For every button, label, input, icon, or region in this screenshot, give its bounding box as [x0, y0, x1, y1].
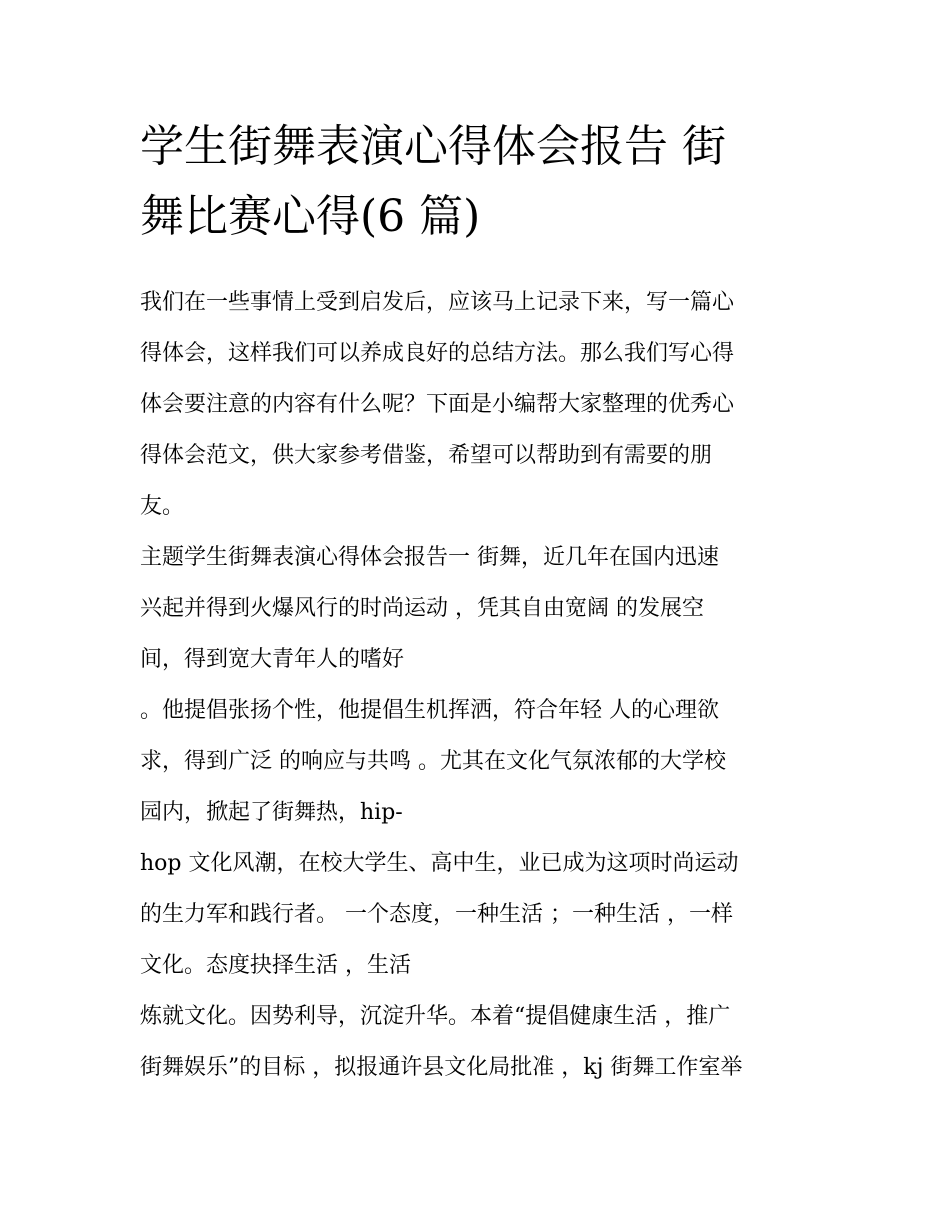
body-line: 体会要注意的内容有什么呢？下面是小编帮大家整理的优秀心: [140, 392, 735, 417]
body-line: 园内，掀起了街舞热，hip-: [140, 800, 403, 825]
document-body: [140, 277, 830, 1093]
body-line: 炼就文化。因势利导，沉淀升华。本着“提倡健康生活 ，推广: [140, 1004, 731, 1029]
body-line: 的生力军和践行者。 一个态度，一种生活 ；一种生活 ，一样: [140, 902, 733, 927]
title-line: 学生街舞表演心得体会报告 街: [140, 121, 726, 172]
body-line: 。他提倡张扬个性，他提倡生机挥洒，符合年轻 人的心理欲: [140, 698, 719, 723]
body-line: 我们在一些事情上受到启发后，应该马上记录下来，写一篇心: [140, 290, 735, 315]
document-title: [140, 112, 820, 252]
body-line: 得体会范文，供大家参考借鉴，希望可以帮助到有需要的朋: [140, 443, 713, 468]
body-line: 间，得到宽大青年人的嗜好: [140, 647, 405, 672]
title-line: 舞比赛心得(6 篇): [140, 191, 481, 242]
body-line: 兴起并得到火爆风行的时尚运动 ，凭其自由宽阔 的发展空: [140, 596, 704, 621]
body-line: 街舞娱乐”的目标 ，拟报通许县文化局批准 ，kj 街舞工作室举: [140, 1055, 743, 1080]
body-line: 文化。态度抉择生活 ，生活: [140, 953, 411, 978]
body-line: hop 文化风潮，在校大学生、高中生，业已成为这项时尚运动: [140, 851, 739, 876]
body-line: 友。: [140, 494, 185, 519]
body-line: 求，得到广泛 的响应与共鸣 。尤其在文化气氛浓郁的大学校: [140, 749, 726, 774]
body-line: 得体会，这样我们可以养成良好的总结方法。那么我们写心得: [140, 341, 735, 366]
body-line: 主题学生街舞表演心得体会报告一 街舞，近几年在国内迅速: [140, 545, 719, 570]
